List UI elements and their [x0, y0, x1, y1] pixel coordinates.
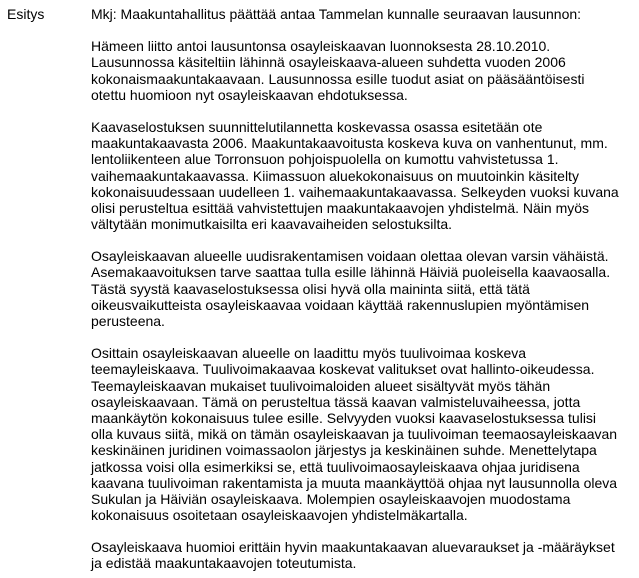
text-line: maankäytön kokonaisuus tulee esille. Selvyyden vuoksi kaavaselostuksessa tulisi: [91, 409, 597, 426]
text-line: ja edistää maakuntakaavojen toteutumista.: [91, 555, 357, 572]
text-line: Osittain osayleiskaavan alueelle on laadittu myös tuulivoimaa koskeva: [91, 345, 527, 362]
paragraph-1: [91, 38, 636, 103]
text-line: Lausunnossa käsiteltiin lähinnä osayleiskaava-alueen suhdetta vuoden 2006: [91, 54, 566, 71]
section-label: Esitys: [7, 6, 45, 22]
text-line: Tästä syystä kaavaselostuksessa olisi hyvä olla maininta siitä, että tätä: [91, 280, 530, 297]
text-line: Asemakaavoituksen tarve saattaa tulla esille lähinnä Häiviä puoleisella kaavaosalla.: [91, 264, 611, 281]
text-line: Sukulan ja Häiviän osayleiskaava. Molempien osayleiskaavojen muodostama: [91, 490, 571, 507]
text-line: teemayleiskaava. Tuulivoimakaavaa koskevat valitukset ovat hallinto-oikeudessa.: [91, 361, 595, 378]
text-line: jatkossa voisi olla esimerkiksi se, että tuulivoimaosayleiskaava ohjaa juridisena: [91, 458, 580, 475]
text-line: kokonaisuus osoitetaan osayleiskaavojen yhdistelmäkartalla.: [91, 507, 468, 524]
text-line: otettu huomioon nyt osayleiskaavan ehdotuksessa.: [91, 86, 408, 103]
text-line: olisi perusteltua esittää vahvistettujen maakuntakaavojen yhdistelmä. Näin myös: [91, 199, 590, 216]
text-line: kaavana tuulivoiman rakentamista ja muuta maankäyttöä ohjaa nyt lausunnolla oleva: [91, 474, 618, 491]
text-line: olla kuvaus siitä, mikä on tämän osayleiskaavan ja tuulivoiman teemaosayleiskaavan: [91, 426, 618, 443]
text-line: vaihemaakuntakaavassa. Kiimassuon aluekokonaisuus on muutoinkin käsitelty: [91, 167, 579, 184]
text-line: Osayleiskaava huomioi erittäin hyvin maakuntakaavan aluevaraukset ja -määräykset: [91, 539, 615, 556]
text-line: oikeusvaikutteista osayleiskaavaa voidaan käyttää rakennuslupien myöntämisen: [91, 296, 590, 313]
text-line: kokonaisuudessaan uudelleen 1. vaihemaakuntakaavassa. Selkeyden vuoksi kuvana: [91, 183, 619, 200]
text-line: perusteena.: [91, 313, 165, 329]
intro-paragraph: [91, 6, 636, 22]
text-line: lentoliikenteen alue Torronsuon pohjoispuolella on kumottu vahvistetussa 1.: [91, 151, 559, 168]
document-content: [91, 6, 636, 572]
text-line: Osayleiskaavan alueelle uudisrakentamisen voidaan olettaa olevan varsin vähäistä.: [91, 248, 609, 265]
paragraph-4: [91, 345, 636, 523]
paragraph-2: [91, 119, 636, 232]
text-line: Hämeen liitto antoi lausuntonsa osayleiskaavan luonnoksesta 28.10.2010.: [91, 38, 551, 55]
text-line: maakuntakaavasta 2006. Maakuntakaavoitusta koskeva kuva on vanhentunut, mm.: [91, 135, 608, 152]
text-line: vältytään monimutkaisilta eri kaavavaiheiden selostuksilta.: [91, 216, 453, 233]
text-line: osayleiskaavaan. Tämä on perusteltua tässä kaavan valmisteluvaiheessa, jotta: [91, 393, 581, 410]
paragraph-3: [91, 248, 636, 329]
paragraph-5: [91, 539, 636, 571]
text-line: kokonaismaakuntakaavaan. Lausunnossa esille tuodut asiat on pääsääntöisesti: [91, 70, 585, 87]
text-line: Mkj: Maakuntahallitus päättää antaa Tammelan kunnalle seuraavan lausunnon:: [91, 6, 582, 22]
text-line: Teemayleiskaavan mukaiset tuulivoimaloiden alueet sisältyvät myös tähän: [91, 377, 551, 394]
text-line: keskinäinen juridinen voimassaolon järjestys ja keskinäinen suhde. Menettelytapa: [91, 442, 597, 459]
text-line: Kaavaselostuksen suunnittelutilannetta koskevassa osassa esitetään ote: [91, 118, 543, 135]
